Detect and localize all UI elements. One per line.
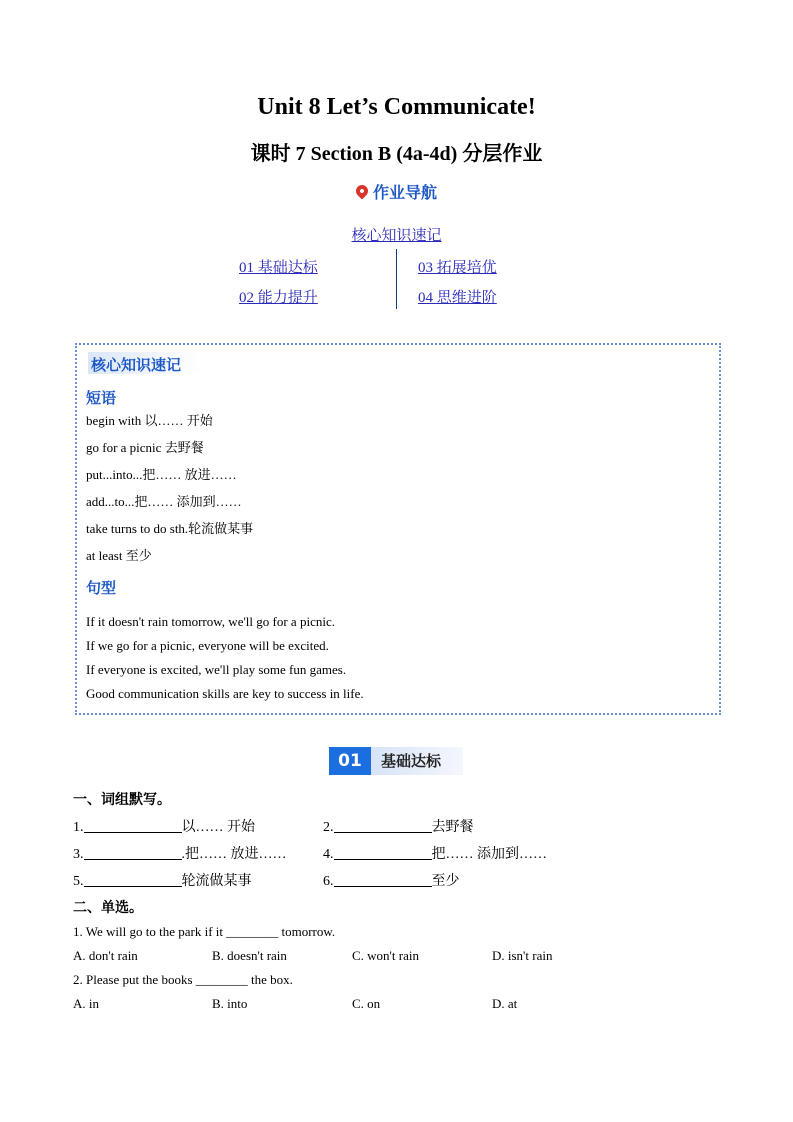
answer-blank[interactable] [84, 872, 182, 887]
nav-link-02[interactable]: 02 能力提升 [239, 290, 318, 306]
sentences-heading: 句型 [86, 579, 117, 597]
fill-text: 以…… 开始 [181, 820, 255, 835]
question-stem: 1. We will go to the park if it ________ tomorrow. [73, 924, 336, 939]
fill-item [73, 843, 287, 863]
phrase-item: at least 至少 [86, 548, 152, 563]
section-badge [329, 747, 463, 775]
fill-item [73, 870, 252, 890]
fill-item [323, 870, 460, 890]
fill-number: 1. [73, 820, 84, 835]
fill-text: 把…… 添加到…… [431, 847, 547, 862]
fill-text: 至少 [431, 874, 460, 889]
nav-link-core[interactable]: 核心知识速记 [351, 228, 442, 244]
fill-text: 轮流做某事 [181, 874, 252, 889]
fill-item [73, 816, 255, 836]
answer-blank[interactable] [84, 818, 182, 833]
page-title: Unit 8 Let’s Communicate! [257, 94, 536, 120]
fill-item [323, 843, 547, 863]
fill-number: 5. [73, 874, 84, 889]
section-label: 基础达标 [371, 747, 463, 775]
option-a[interactable]: A. in [73, 996, 99, 1011]
fill-text: .把…… 放进…… [181, 847, 287, 862]
option-c[interactable]: C. won't rain [352, 948, 419, 963]
option-b[interactable]: B. doesn't rain [212, 948, 287, 963]
sentence-item: Good communication skills are key to success in life. [86, 686, 364, 701]
part1-heading: 一、词组默写。 [73, 792, 171, 808]
answer-blank[interactable] [334, 872, 432, 887]
fill-item [323, 816, 474, 836]
page-subtitle: 课时 7 Section B (4a-4d) 分层作业 [250, 143, 543, 165]
nav-link-03[interactable]: 03 拓展培优 [418, 260, 497, 276]
fill-number: 3. [73, 847, 84, 862]
phrases-heading: 短语 [86, 389, 117, 407]
option-c[interactable]: C. on [352, 996, 381, 1011]
option-a[interactable]: A. don't rain [73, 948, 138, 963]
sentence-item: If everyone is excited, we'll play some fun games. [86, 662, 347, 677]
phrase-item: begin with 以…… 开始 [86, 413, 213, 428]
phrase-item: put...into...把…… 放进…… [86, 467, 237, 482]
core-box-title: 核心知识速记 [91, 356, 182, 374]
fill-number: 4. [323, 847, 334, 862]
option-d[interactable]: D. at [492, 996, 518, 1011]
option-d[interactable]: D. isn't rain [492, 948, 553, 963]
option-b[interactable]: B. into [212, 996, 248, 1011]
fill-number: 2. [323, 820, 334, 835]
phrase-item: take turns to do sth.轮流做某事 [86, 521, 254, 536]
phrase-item: add...to...把…… 添加到…… [86, 494, 242, 509]
nav-heading [0, 180, 793, 203]
answer-blank[interactable] [84, 845, 182, 860]
nav-link-04[interactable]: 04 思维进阶 [418, 290, 497, 306]
phrase-item: go for a picnic 去野餐 [86, 440, 204, 455]
nav-heading-label: 作业导航 [372, 183, 437, 202]
answer-blank[interactable] [334, 845, 432, 860]
answer-blank[interactable] [334, 818, 432, 833]
section-number: 01 [329, 747, 371, 775]
location-pin-icon [353, 183, 370, 200]
fill-text: 去野餐 [431, 820, 474, 835]
nav-link-01[interactable]: 01 基础达标 [239, 260, 318, 276]
fill-number: 6. [323, 874, 334, 889]
nav-divider [396, 249, 397, 309]
question-stem: 2. Please put the books ________ the box. [73, 972, 293, 987]
sentence-item: If we go for a picnic, everyone will be excited. [86, 638, 329, 653]
sentence-item: If it doesn't rain tomorrow, we'll go for a picnic. [86, 614, 335, 629]
part2-heading: 二、单选。 [73, 900, 143, 916]
